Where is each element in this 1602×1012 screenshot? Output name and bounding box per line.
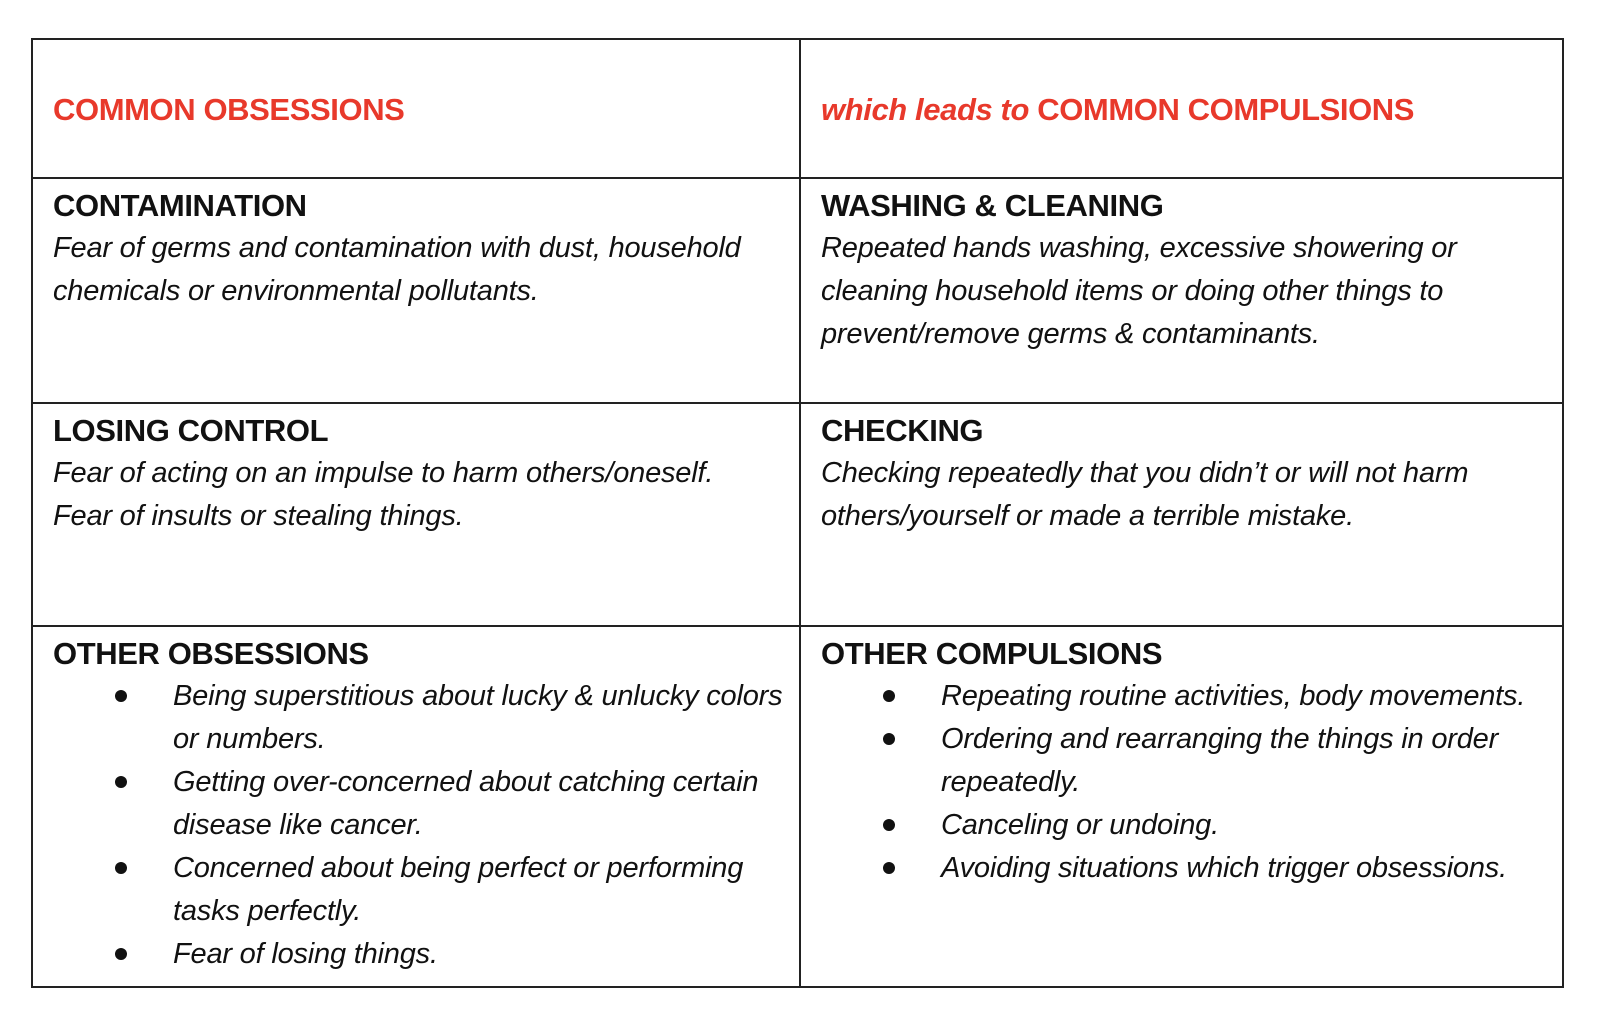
list-item-text: Getting over-concerned about catching certain disease like cancer. <box>173 766 759 841</box>
compulsion-description <box>821 227 1548 356</box>
compulsion-title: OTHER COMPULSIONS <box>821 636 1163 671</box>
obsession-title: OTHER OBSESSIONS <box>53 636 369 671</box>
compulsion-title: CHECKING <box>821 413 984 448</box>
bullet-icon <box>115 776 127 788</box>
list-item <box>53 847 785 933</box>
description-line: Checking repeatedly that you didn’t or will not harm others/yourself or made a terrible mistake. <box>821 457 1469 532</box>
list-item <box>821 804 1548 847</box>
list-item <box>821 675 1548 718</box>
compulsion-description <box>821 452 1548 538</box>
compulsion-title: WASHING & CLEANING <box>821 188 1164 223</box>
bullet-icon <box>883 690 895 702</box>
header-cell-compulsions <box>801 40 1564 179</box>
bullet-icon <box>115 948 127 960</box>
list-item <box>53 761 785 847</box>
obsessions-compulsions-table <box>31 38 1564 988</box>
header-leads-to-text: which leads to <box>821 92 1029 127</box>
bullet-icon <box>115 862 127 874</box>
list-item-text: Ordering and rearranging the things in order repeatedly. <box>941 723 1499 798</box>
bullet-icon <box>883 862 895 874</box>
list-item <box>53 675 785 761</box>
bullet-icon <box>883 819 895 831</box>
description-line: Repeated hands washing, excessive showering or cleaning household items or doing other things to prevent/remove germs & contaminants. <box>821 232 1457 350</box>
list-item-text: Canceling or undoing. <box>941 809 1219 841</box>
table-row <box>33 404 1564 627</box>
table-row <box>33 179 1564 404</box>
obsession-description <box>53 452 785 538</box>
compulsion-cell-checking <box>801 404 1564 627</box>
list-item-text: Avoiding situations which trigger obsessions. <box>941 852 1507 884</box>
obsession-cell-contamination <box>33 179 801 404</box>
table-header-row <box>33 40 1564 179</box>
description-line: Fear of acting on an impulse to harm others/oneself. <box>53 457 714 489</box>
compulsion-cell-washing-cleaning <box>801 179 1564 404</box>
list-item-text: Being superstitious about lucky & unlucky colors or numbers. <box>173 680 783 755</box>
obsession-bullet-list <box>53 675 785 976</box>
obsession-title: CONTAMINATION <box>53 188 307 223</box>
list-item <box>821 718 1548 804</box>
description-line: Fear of insults or stealing things. <box>53 500 464 532</box>
list-item <box>53 933 785 976</box>
description-line: Fear of germs and contamination with dust, household chemicals or environmental pollutants. <box>53 232 741 307</box>
list-item-text: Fear of losing things. <box>173 938 438 970</box>
header-compulsions-text: COMMON COMPULSIONS <box>1037 92 1415 127</box>
header-obsessions-label: COMMON OBSESSIONS <box>53 92 405 127</box>
bullet-icon <box>883 733 895 745</box>
list-item <box>821 847 1548 890</box>
compulsion-bullet-list <box>821 675 1548 890</box>
bullet-icon <box>115 690 127 702</box>
header-cell-obsessions <box>33 40 801 179</box>
list-item-text: Repeating routine activities, body movements. <box>941 680 1526 712</box>
obsession-description <box>53 227 785 313</box>
obsession-title: LOSING CONTROL <box>53 413 329 448</box>
compulsion-cell-other <box>801 627 1564 988</box>
obsession-cell-other <box>33 627 801 988</box>
obsession-cell-losing-control <box>33 404 801 627</box>
list-item-text: Concerned about being perfect or performing tasks perfectly. <box>173 852 744 927</box>
header-compulsions-label <box>821 90 1548 130</box>
table-row <box>33 627 1564 988</box>
